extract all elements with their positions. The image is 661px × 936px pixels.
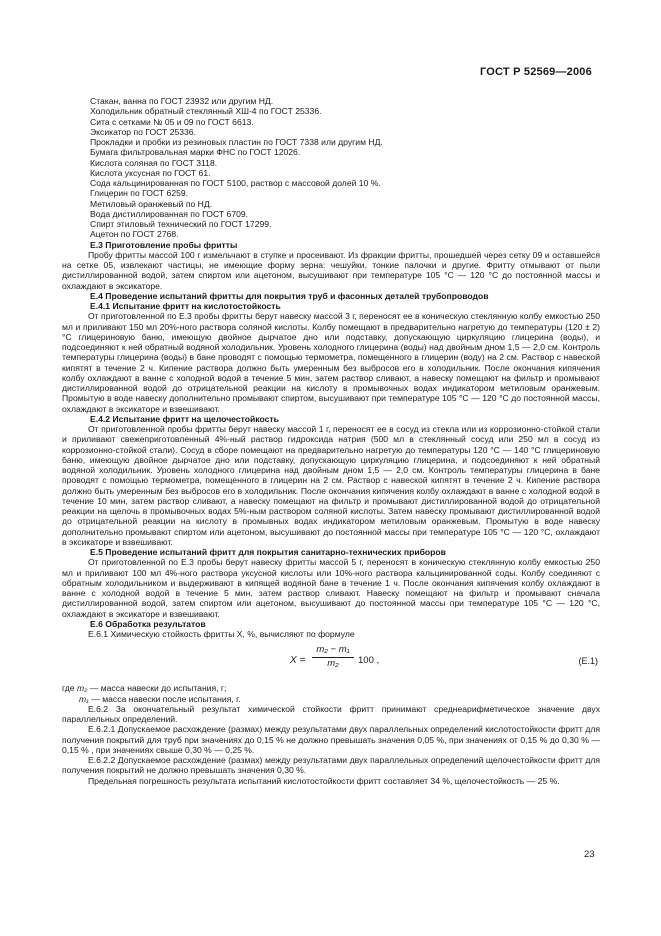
section-heading-e4: Е.4 Проведение испытаний фритты для покрытия труб и фасонных деталей трубопроводов <box>90 290 489 301</box>
definition-where: где <box>62 683 75 694</box>
section-e6-p4: Е.6.2.2 Допускаемое расхождение (размах) между результатами двух параллельных определений щелочестойкости фритт для получения покрытий не должно превышать значения 0,30 %. <box>62 755 600 776</box>
section-heading-e6: Е.6 Обработка результатов <box>90 618 206 629</box>
list-item: Бумага фильтровальная марки ФНС по ГОСТ 12026. <box>90 147 301 158</box>
list-item: Прокладки и пробки из резиновых пластин по ГОСТ 7338 или другим НД. <box>90 137 383 147</box>
formula-numerator: m₂ − m₁ <box>312 645 354 657</box>
list-item: Сода кальцинированная по ГОСТ 5100, раствор с массовой долей 10 %. <box>90 178 381 188</box>
list-item: Эксикатор по ГОСТ 25336. <box>90 126 196 137</box>
formula-lhs: X = <box>290 655 306 667</box>
section-e6-p2: Е.6.2 За окончательный результат химической стойкости фритт принимают среднеарифметическое значение двух параллельных определений. <box>62 703 600 724</box>
section-e6-p3: Е.6.2.1 Допускаемое расхождение (размах) между результатами двух параллельных определений кислотостойкости фритт для получения покрытий для труб при значениях до 0,15 % не должно превышать значения 0,05 %, при значениях от 0,15 % до 0,30 % — 0,15 % , при значениях свыше 0,30 % — 0,25 %. <box>62 724 600 755</box>
section-heading-e3: Е.3 Приготовление пробы фритты <box>90 239 238 250</box>
list-item: Стакан, ванна по ГОСТ 23932 или другим НД. <box>90 96 274 106</box>
list-item: Холодильник обратный стеклянный ХШ-4 по ГОСТ 25336. <box>90 106 322 117</box>
formula-fraction <box>312 645 354 669</box>
variable-definition <box>62 694 600 704</box>
variable-description: — масса навески до испытания, г; <box>87 683 227 694</box>
subsection-e42-text: От приготовленной пробы фритты берут навеску массой 1 г, переносят ее в сосуд из стекла или из коррозионно-стойкой стали и приливают свежеприготовленный 4%-ный раствор гидроксида натрия (500 мл в стеклянный сосуд или 250 мл в сосуд из коррозионно-стойкой стали). Сосуд в сборе помещают на предварительно нагретую до температуры 120 °С — 140 °С глицериновую баню, имеющую двойное дырчатое дно или подставку, допускающую циркуляцию глицерина, и подсоединяют к ней обратный водяной холодильник. Уровень холодного глицерина над двойным дном 1,5 — 2,0 см. Контроль температуры глицерина в бане проводят с помощью термометра, помещенного в глицерин на 2 см. Раствор с навеской кипятят в течение 2 ч. Кипение раствора должно быть умеренным без выбросов его в холодильник. После окончания кипячения колбу охлаждают в ванне с холодной водой в течение 10 мин, затем раствор сливают, а навеску помещают на фильтр и промывают дистиллированной водой до отрицательной реакции на щелочь в промывочных водах 5%-ным раствором соляной кислоты. Затем навеску промывают дистиллированной водой до отрицательной реакции на кислоту в промывных водах индикатором метиловым оранжевым. Промытую в воде навеску дополнительно промывают спиртом или ацетоном, высушивают до постоянной массы при температуре 105 °С — 120 °С, охлаждают в эксикаторе и взвешивают. <box>62 424 600 547</box>
list-item: Метиловый оранжевый по НД. <box>90 198 213 209</box>
formula-denominator: m₂ <box>327 657 339 669</box>
section-e6-p1: Е.6.1 Химическую стойкость фритты Х, %, вычисляют по формуле <box>88 629 355 639</box>
list-item: Сита с сетками № 05 и 09 по ГОСТ 6613. <box>90 116 254 127</box>
formula-e1 <box>62 645 600 679</box>
section-heading-e5: Е.5 Проведение испытаний фритт для покрытия санитарно-технических приборов <box>90 547 446 557</box>
subsection-heading-e42: Е.4.2 Испытание фритт на щелочестойкость <box>90 413 279 424</box>
subsection-heading-e41: Е.4.1 Испытание фритт на кислотостойкость <box>90 301 281 311</box>
list-item: Кислота соляная по ГОСТ 3118. <box>90 157 218 168</box>
variable-symbol: m₂ <box>76 683 88 694</box>
list-item: Спирт этиловый технический по ГОСТ 17299. <box>90 219 272 229</box>
document-body <box>62 96 600 786</box>
list-item: Ацетон по ГОСТ 2768. <box>90 229 179 240</box>
page-number: 23 <box>584 849 595 860</box>
variable-definition <box>62 683 600 693</box>
equipment-list <box>62 96 600 240</box>
standard-header: ГОСТ Р 52569—2006 <box>480 66 592 78</box>
section-e5-text: От приготовленной по Е.3 пробы берут навеску фритты массой 5 г, переносят в коническую стеклянную колбу емкостью 250 мл и приливают 100 мл 4%-ного раствора уксусной кислоты или 10%-ного раствора кальцинированной соды. Колбу соединяют с обратным холодильником и выдерживают в кипящей водяной бане в течение 1 ч. После окончания кипячения колбу охлаждают в ванне с холодной водой в течение 5 мин, затем раствор сливают. Навеску помещают на фильтр и промывают сначала дистиллированной водой, затем спиртом или ацетоном, высушивают до постоянной массы при температуре 105 °С — 120 °С, охлаждают в эксикаторе и взвешивают. <box>62 557 600 619</box>
subsection-e41-text: От приготовленной по Е.3 пробы фритты берут навеску массой 3 г, переносят ее в коническую стеклянную колбу емкостью 250 мл и приливают 150 мл 20%-ного раствора соляной кислоты. Колбу помещают в предварительно нагретую до температуры (120 ± 2) °С глицериновую баню, имеющую двойное дырчатое дно или подставку, допускающую циркуляцию глицерина (воды), и подсоединяют к ней обратный водяной холодильник. Уровень холодного глицерина (воды) над двойным дном 1,5 — 2,0 см. Контроль температуры глицерина (воды) в бане проводят с помощью термометра, помещенного в глицерин (воду) на 2 см. Раствор с навеской кипятят в течение 2 ч. Кипение раствора должно быть умеренным без выбросов его в холодильник. После окончания кипячения колбу охлаждают в ванне с холодной водой в течение 5 мин, затем раствор сливают, а навеску помещают на фильтр и промывают дистиллированной водой до отрицательной реакции на кислоту в промывочных водах индикатором метиловым оранжевым. Промытую в воде навеску дополнительно промывают спиртом, высушивают при температуре 105 °С — 120 °С до постоянной массы, охлаждают в эксикаторе и взвешивают. <box>62 311 600 414</box>
variable-description: — масса навески после испытания, г. <box>88 693 241 704</box>
variable-symbol: m₁ <box>79 693 89 704</box>
section-e3-text: Пробу фритты массой 100 г измельчают в ступке и просеивают. Из фракции фритты, прошедшей через сетку 09 и оставшейся на сетке 05, извлекают частицы, не имеющие форму зерна: чешуйки, тонкие палочки и другие. Фритту отмывают от пыли дистиллированной водой, затем спиртом или ацетоном, высушивают при температуре 105 °С — 120 °С до постоянной массы и охлаждают в эксикаторе. <box>62 249 600 291</box>
list-item: Вода дистиллированная по ГОСТ 6709. <box>90 208 249 219</box>
formula-number: (Е.1) <box>578 656 598 667</box>
list-item: Глицерин по ГОСТ 6259. <box>90 188 189 199</box>
list-item: Кислота уксусная по ГОСТ 61. <box>90 167 211 178</box>
section-e6-p5: Предельная погрешность результата испытаний кислотостойкости фритт составляет 34 %, щелочестойкость — 25 %. <box>88 775 560 786</box>
formula-rhs: 100 , <box>358 655 380 667</box>
